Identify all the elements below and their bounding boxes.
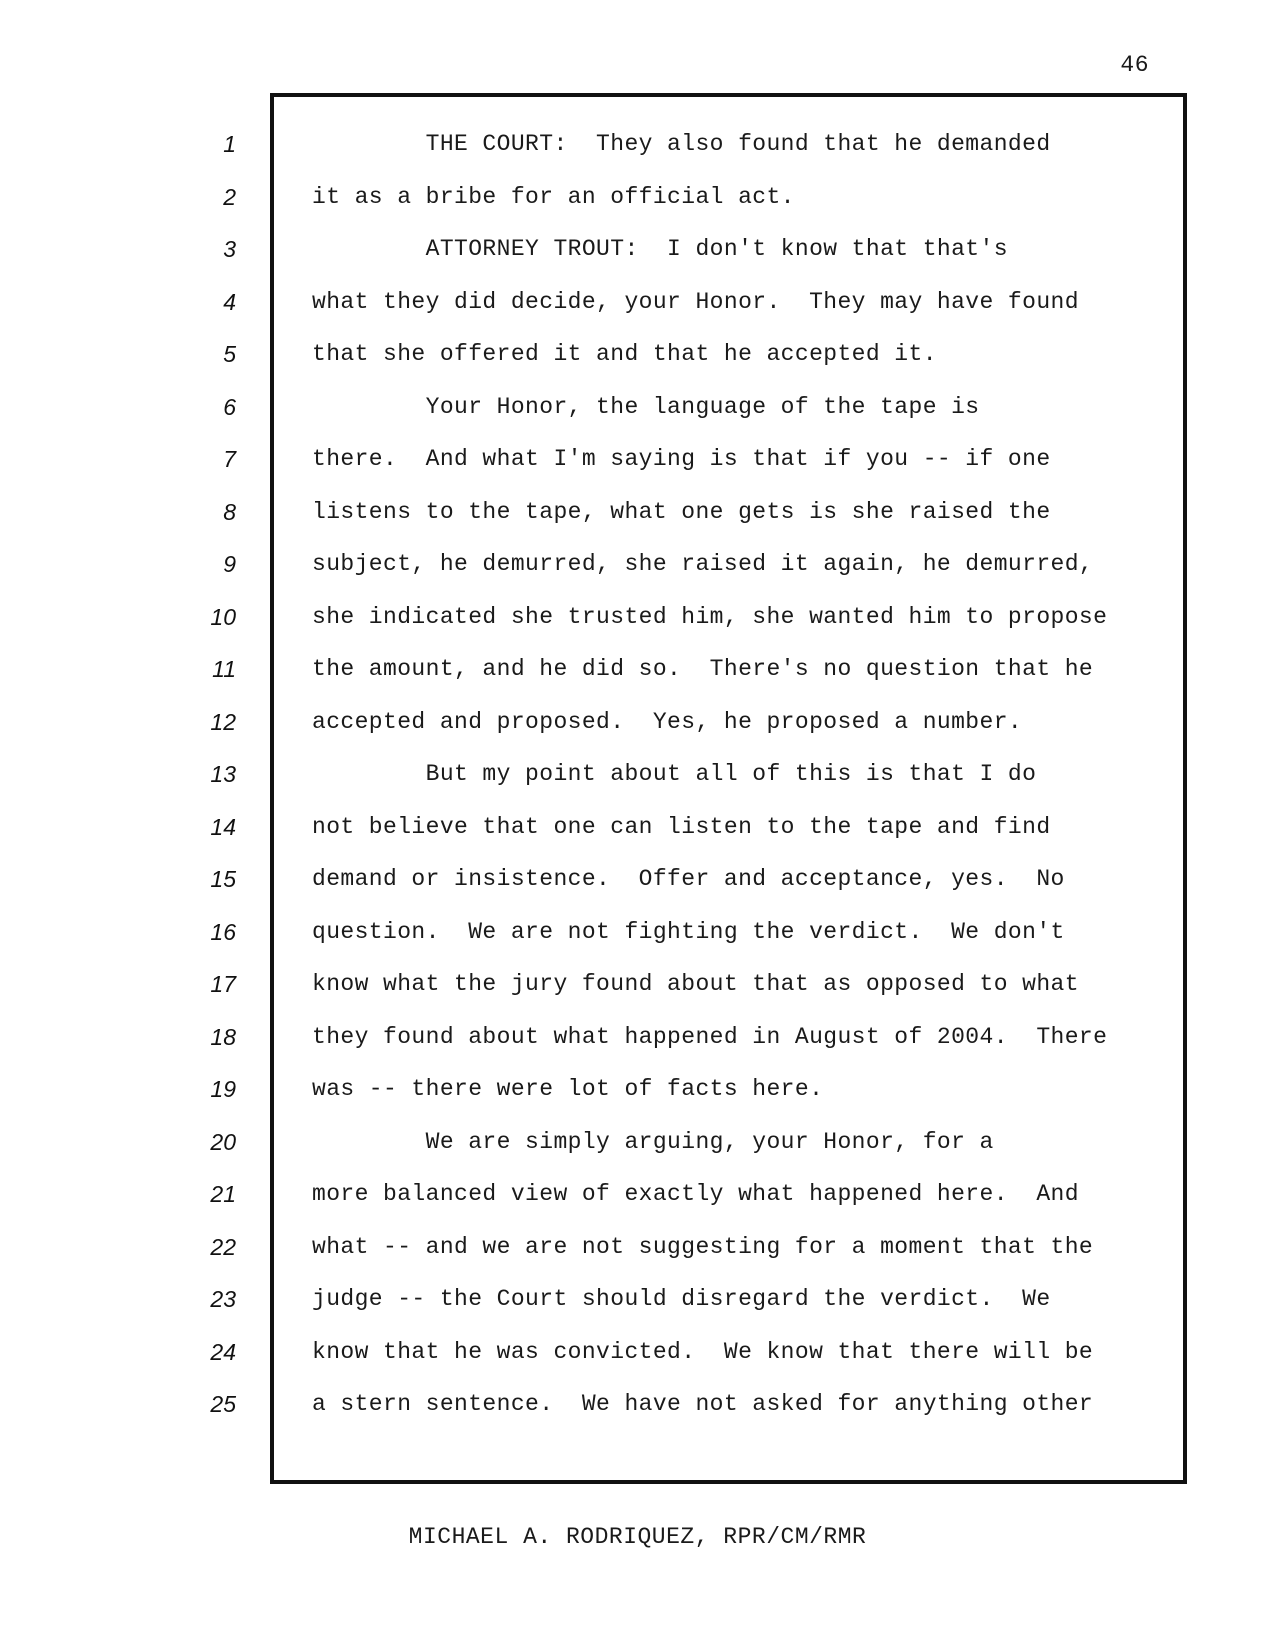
line-number: 23	[210, 1286, 236, 1312]
transcript-line: what -- and we are not suggesting for a moment that the	[312, 1233, 1094, 1260]
line-number: 2	[223, 183, 236, 210]
line-number: 16	[210, 918, 236, 945]
line-number: 20	[210, 1128, 236, 1155]
line-number: 7	[223, 446, 236, 472]
line-number-column	[190, 118, 236, 1431]
transcript-line: was -- there were lot of facts here.	[312, 1076, 824, 1102]
transcript-text	[312, 118, 1172, 1431]
line-number: 14	[210, 813, 236, 840]
transcript-line: demand or insistence. Offer and acceptance, yes. No	[312, 866, 1065, 892]
transcript-line: Your Honor, the language of the tape is	[312, 393, 980, 420]
line-number: 18	[210, 1023, 236, 1050]
line-number: 3	[223, 236, 236, 262]
transcript-line: they found about what happened in August of 2004. There	[312, 1023, 1108, 1050]
transcript-line: a stern sentence. We have not asked for anything other	[312, 1391, 1094, 1417]
line-number: 8	[223, 498, 236, 525]
line-number: 11	[212, 656, 236, 682]
line-number: 17	[210, 971, 236, 997]
transcript-line: accepted and proposed. Yes, he proposed a number.	[312, 708, 1023, 735]
transcript-line: ATTORNEY TROUT: I don't know that that's	[312, 236, 1008, 262]
transcript-line: it as a bribe for an official act.	[312, 183, 795, 210]
transcript-line: question. We are not fighting the verdict. We don't	[312, 918, 1065, 945]
line-number: 4	[223, 288, 236, 315]
line-number: 25	[210, 1391, 236, 1417]
transcript-line: listens to the tape, what one gets is she raised the	[312, 498, 1051, 525]
line-number: 24	[210, 1338, 236, 1365]
transcript-line: that she offered it and that he accepted it.	[312, 341, 937, 367]
line-number: 15	[210, 866, 236, 892]
reporter-footer: MICHAEL A. RODRIQUEZ, RPR/CM/RMR	[408, 1524, 867, 1550]
line-number: 9	[223, 551, 236, 577]
transcript-line: more balanced view of exactly what happened here. And	[312, 1181, 1079, 1207]
line-number: 19	[210, 1076, 236, 1102]
line-number: 1	[223, 131, 236, 157]
transcript-line: THE COURT: They also found that he demanded	[312, 131, 1051, 157]
page-number: 46	[1120, 52, 1149, 78]
line-number: 12	[210, 708, 236, 735]
transcript-line: know what the jury found about that as opposed to what	[312, 971, 1079, 997]
transcript-line: subject, he demurred, she raised it again, he demurred,	[312, 551, 1094, 577]
transcript-line: not believe that one can listen to the tape and find	[312, 813, 1051, 840]
transcript-line: she indicated she trusted him, she wanted him to propose	[312, 603, 1108, 630]
transcript-line: there. And what I'm saying is that if you -- if one	[312, 446, 1051, 472]
transcript-line: know that he was convicted. We know that there will be	[312, 1338, 1094, 1365]
transcript-line: what they did decide, your Honor. They may have found	[312, 288, 1079, 315]
line-number: 6	[223, 393, 236, 420]
transcript-line: But my point about all of this is that I do	[312, 761, 1037, 787]
line-number: 10	[210, 603, 236, 630]
line-number: 5	[223, 341, 236, 367]
transcript-line: the amount, and he did so. There's no question that he	[312, 656, 1094, 682]
transcript-line: We are simply arguing, your Honor, for a	[312, 1128, 994, 1155]
line-number: 22	[210, 1233, 236, 1260]
transcript-line: judge -- the Court should disregard the verdict. We	[312, 1286, 1051, 1312]
line-number: 13	[210, 761, 236, 787]
line-number: 21	[210, 1181, 236, 1207]
